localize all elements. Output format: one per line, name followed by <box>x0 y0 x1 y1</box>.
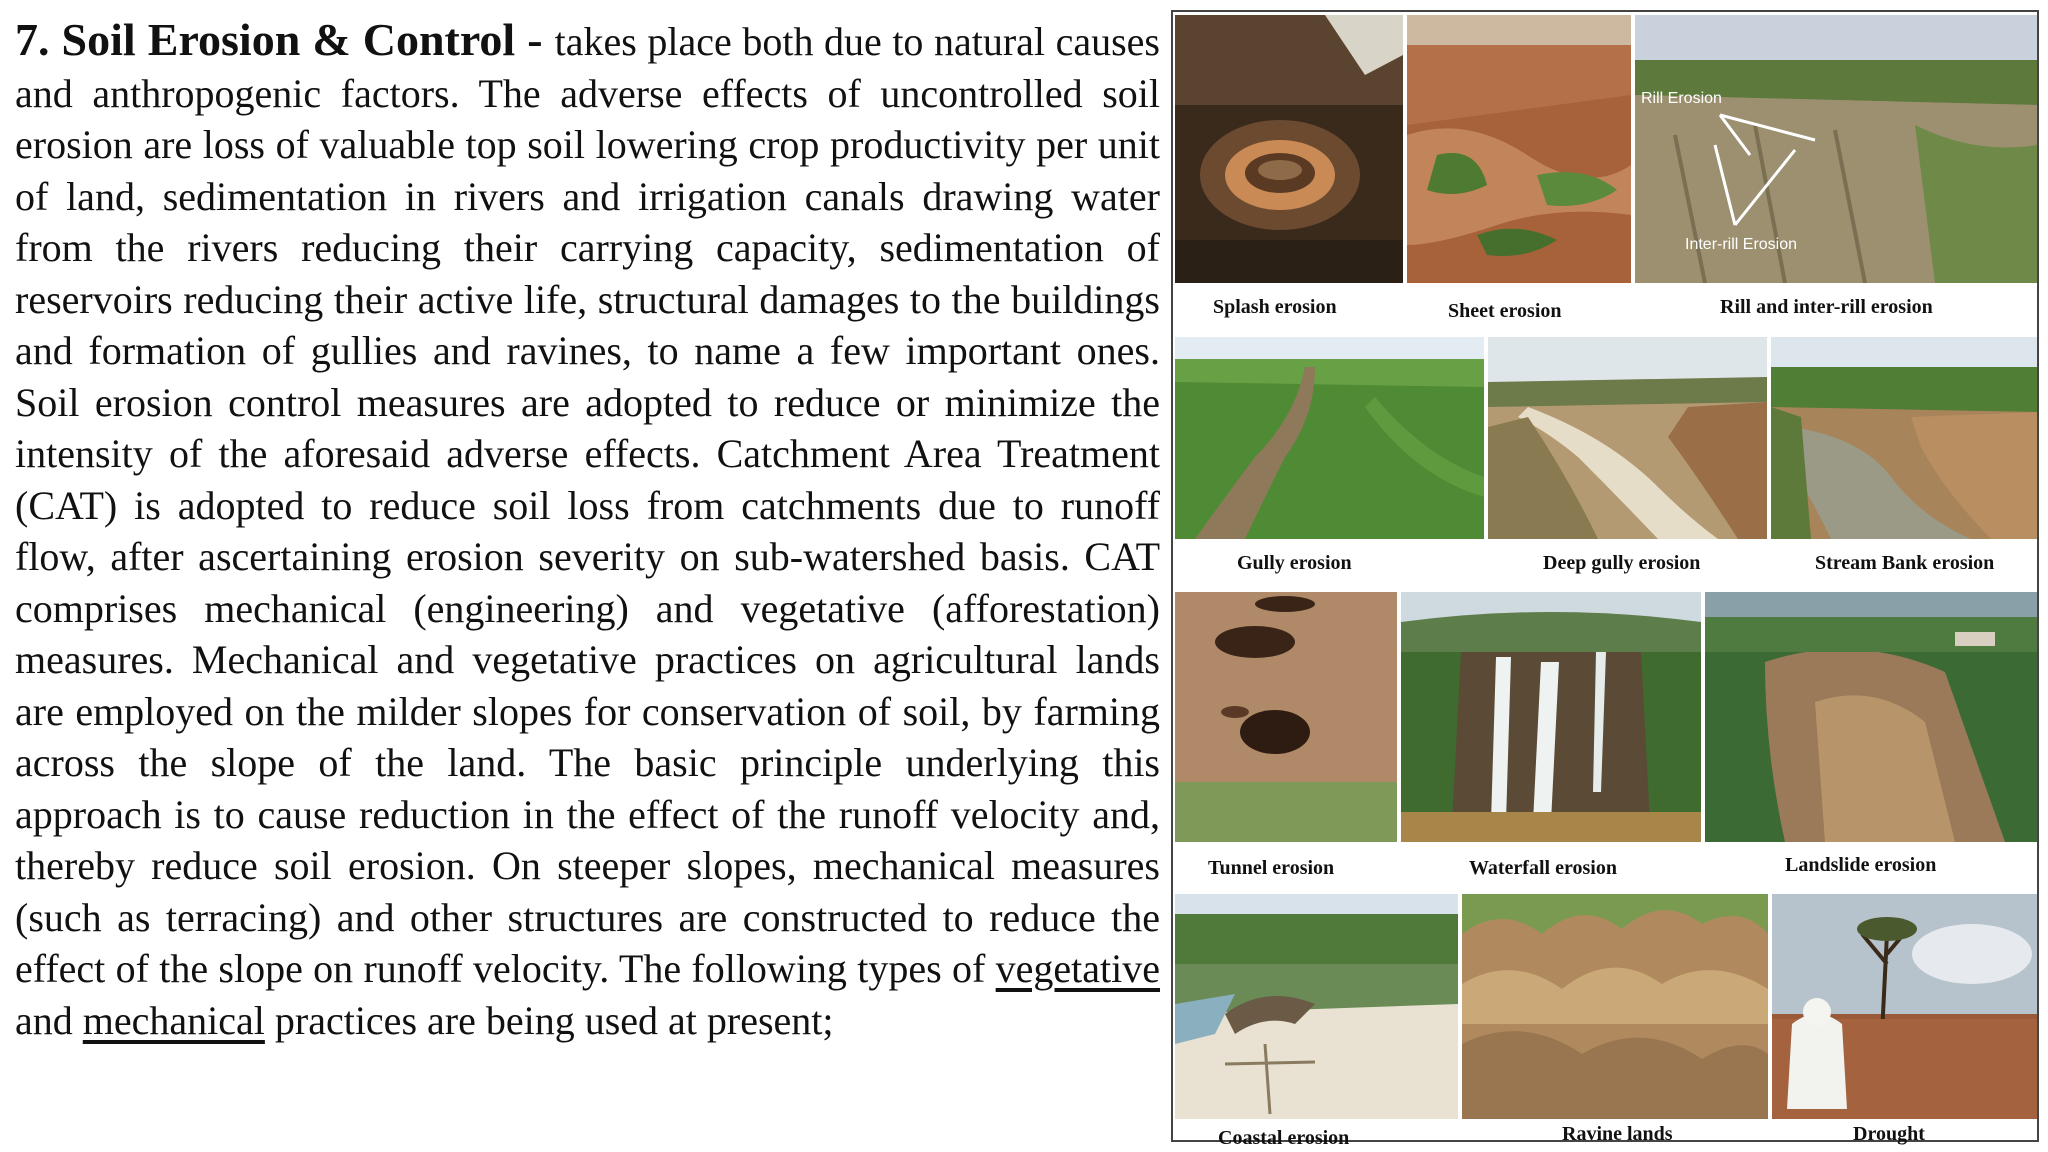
caption-ravine: Ravine lands <box>1562 1123 1673 1145</box>
body-text-part2: practices are being used at present; <box>274 997 834 1043</box>
body-text-and: and <box>15 997 73 1043</box>
body-text-part1: takes place both due to natural causes and anthropogenic factors. The adverse effects of uncontrolled soil erosion are loss of valuable top soil lowering crop productivity per unit of land, sedimentation in rivers and irrigation canals drawing water from the rivers reducing their carrying capacity, sedimentation of reservoirs reducing their active life, structural damages to the buildings and formation of gullies and ravines, to name a few important ones. Soil erosion control measures are adopted to reduce or minimize the intensity of the aforesaid adverse effects. Catchment Area Treatment (CAT) is adopted to reduce soil loss from catchments due to runoff flow, after ascertaining erosion severity on sub-watershed basis. CAT comprises mechanical (engineering) and vegetative (afforestation) measures. Mechanical and vegetative practices on agricultural lands are employed on the milder slopes for conservation of soil, by farming across the slope of the land. The basic principle underlying this approach is to cause reduction in the effect of the runoff velocity and, thereby reduce soil erosion. On steeper slopes, mechanical measures (such as terracing) and other structures are constructed to reduce the effect of the slope on runoff velocity. The following types of <box>15 19 1160 991</box>
landslide-erosion-photo <box>1705 592 2037 842</box>
caption-splash: Splash erosion <box>1213 296 1337 318</box>
caption-landslide: Landslide erosion <box>1785 854 1937 876</box>
caption-rill: Rill and inter-rill erosion <box>1720 296 1933 318</box>
caption-waterfall: Waterfall erosion <box>1469 857 1617 879</box>
caption-gully: Gully erosion <box>1237 552 1352 574</box>
tunnel-erosion-photo <box>1175 592 1397 842</box>
ravine-lands-photo <box>1462 894 1768 1119</box>
erosion-types-figure <box>1171 10 2039 1149</box>
stream-bank-erosion-photo <box>1771 337 2037 539</box>
drought-photo <box>1772 894 2037 1119</box>
rill-erosion-photo <box>1635 15 2037 283</box>
caption-tunnel: Tunnel erosion <box>1208 857 1335 879</box>
body-paragraph <box>15 14 1160 1046</box>
caption-stream-bank: Stream Bank erosion <box>1815 552 1995 574</box>
vegetative-underline: vegetative <box>995 946 1161 991</box>
caption-sheet: Sheet erosion <box>1448 300 1562 322</box>
gully-erosion-photo <box>1175 337 1484 539</box>
caption-drought: Drought <box>1853 1123 1925 1145</box>
rill-erosion-label: Rill Erosion <box>1641 90 1722 107</box>
heading-separator: - <box>515 14 555 65</box>
splash-erosion-photo <box>1175 15 1403 283</box>
inter-rill-erosion-label: Inter-rill Erosion <box>1685 236 1798 253</box>
section-heading: 7. Soil Erosion & Control <box>15 14 516 65</box>
caption-deep-gully: Deep gully erosion <box>1543 552 1701 574</box>
text-column <box>15 14 1160 1046</box>
coastal-erosion-photo <box>1175 894 1458 1119</box>
caption-coastal: Coastal erosion <box>1218 1127 1350 1149</box>
waterfall-erosion-photo <box>1401 592 1701 842</box>
deep-gully-erosion-photo <box>1488 337 1767 539</box>
mechanical-underline: mechanical <box>82 997 265 1043</box>
sheet-erosion-photo <box>1407 15 1631 283</box>
